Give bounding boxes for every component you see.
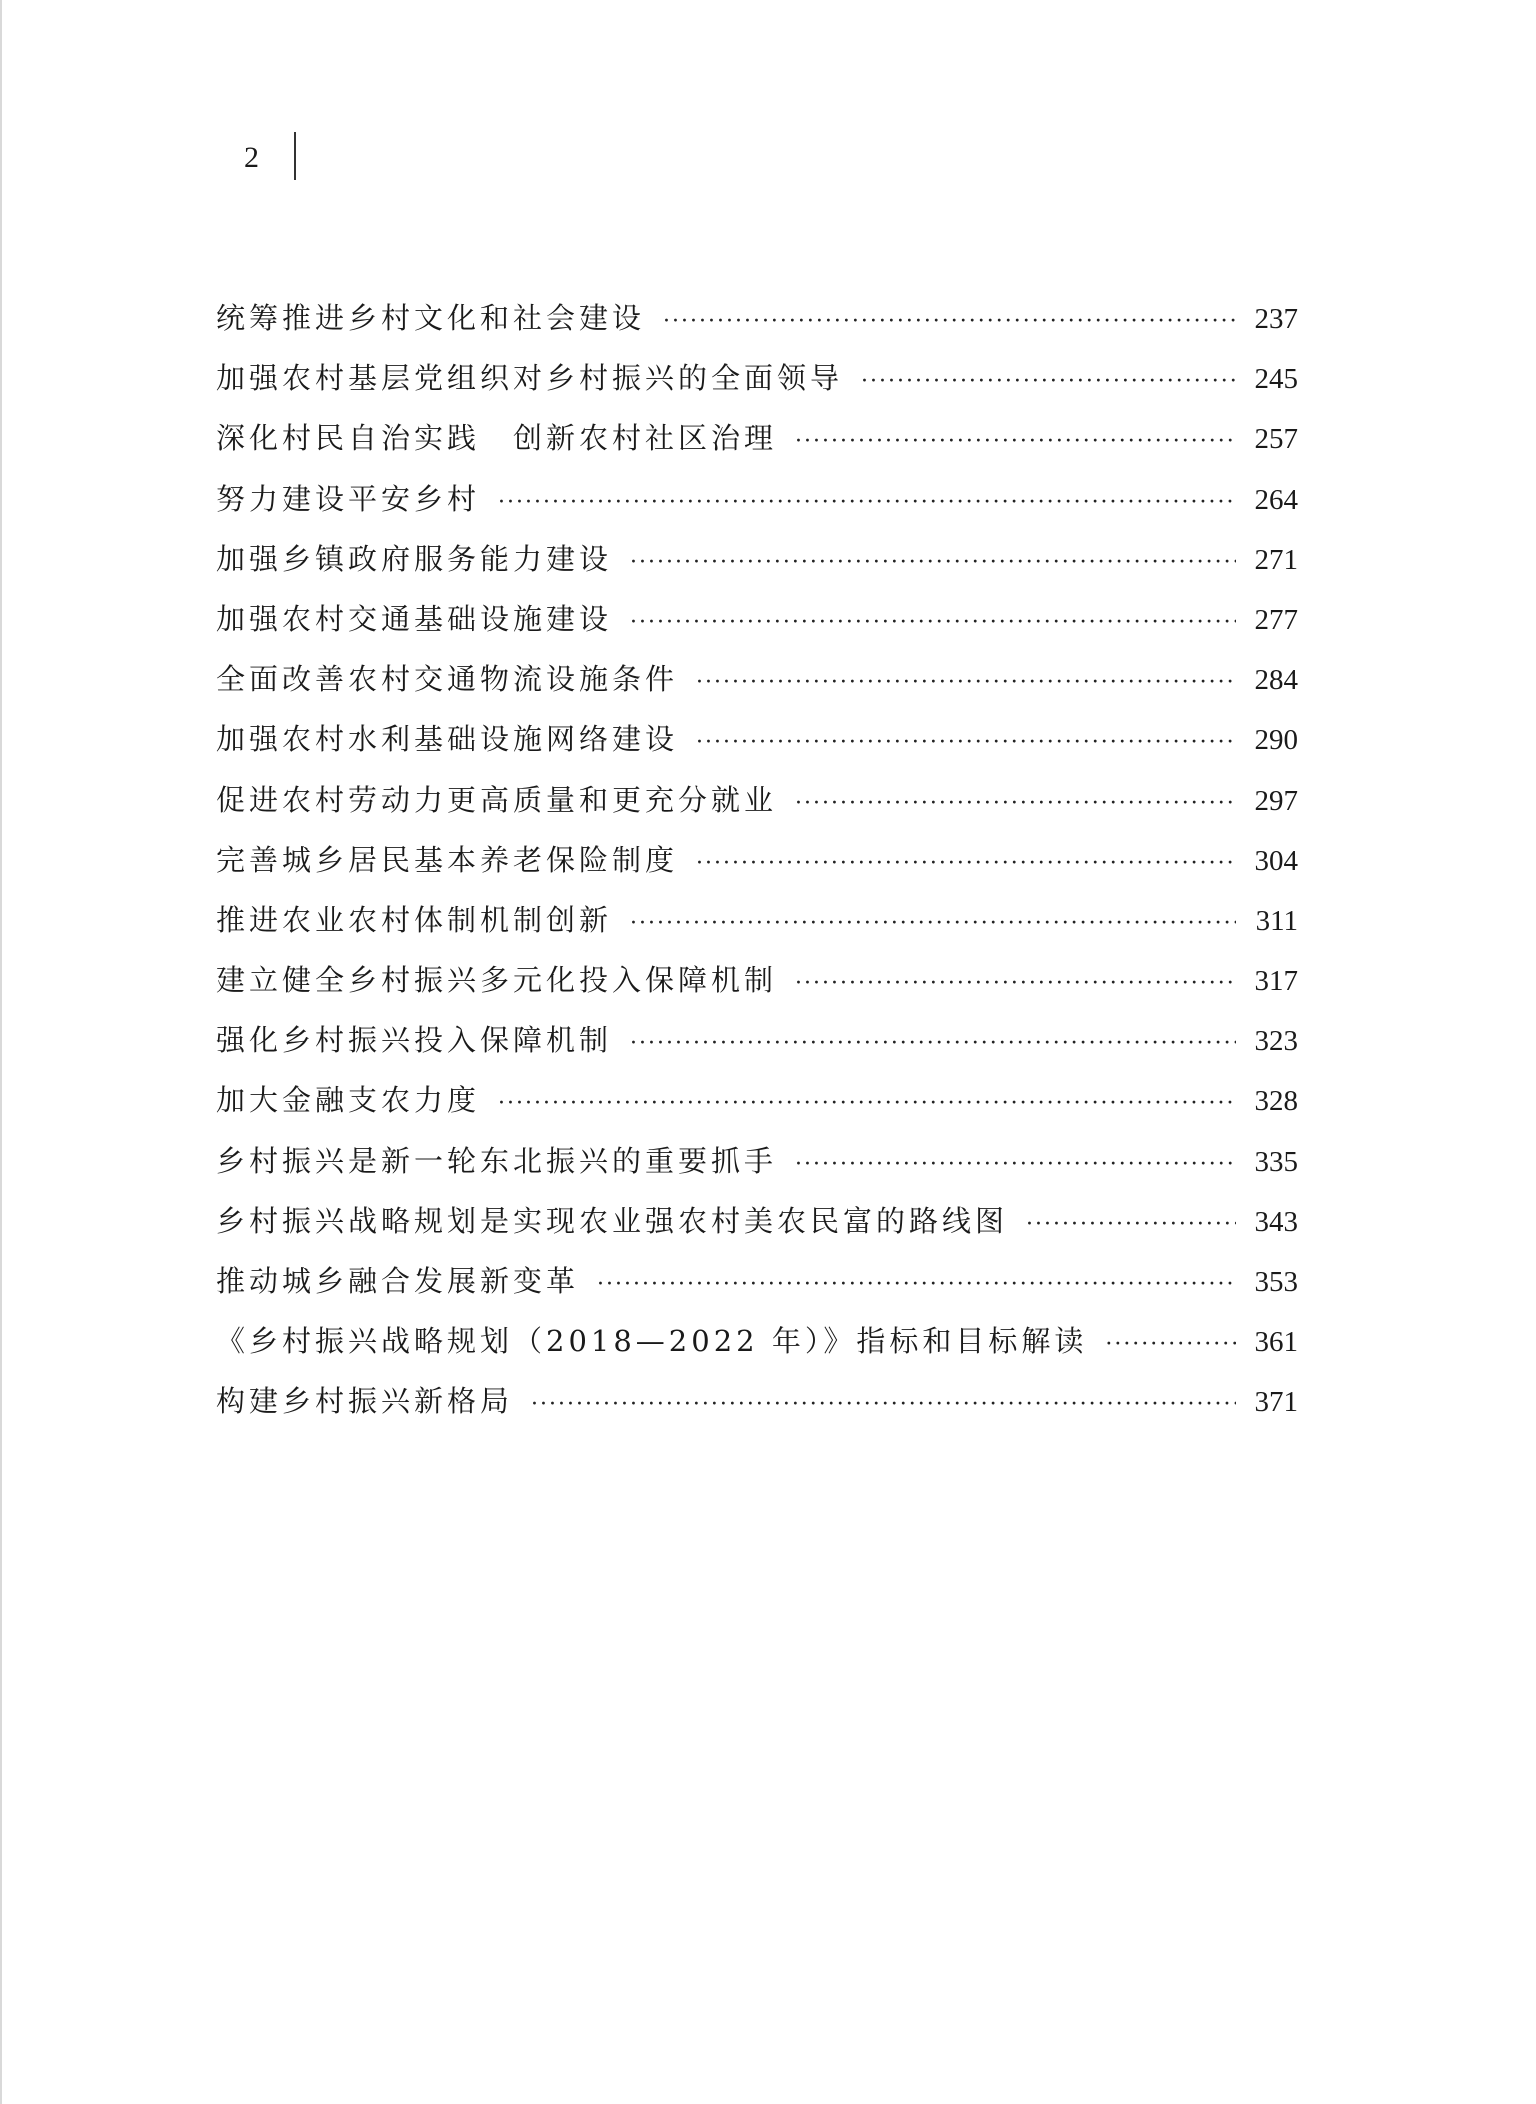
- toc-entry[interactable]: [216, 774, 1298, 834]
- toc-dot-leader: [795, 416, 1236, 468]
- toc-entry-page: 371: [1254, 1386, 1298, 1419]
- toc-dot-leader: [630, 597, 1236, 649]
- toc-entry-page: 353: [1254, 1266, 1298, 1298]
- toc-entry[interactable]: [216, 292, 1298, 352]
- page-edge: [0, 0, 2, 2104]
- toc-entry-page: 343: [1254, 1205, 1298, 1238]
- toc-entry[interactable]: [216, 713, 1298, 773]
- toc-entry-title: 促进农村劳动力更高质量和更充分就业: [216, 782, 778, 817]
- toc-entry-page: 284: [1254, 664, 1298, 697]
- toc-entry-title: 强化乡村振兴投入保障机制: [216, 1023, 613, 1058]
- toc-entry[interactable]: [216, 1135, 1298, 1195]
- toc-entry-page: 277: [1254, 603, 1298, 636]
- toc-entry[interactable]: [216, 593, 1298, 653]
- toc-dot-leader: [696, 838, 1236, 890]
- toc-dot-leader: [861, 356, 1236, 408]
- toc-dot-leader: [630, 1018, 1236, 1070]
- toc-dot-leader: [630, 898, 1236, 950]
- toc-entry-page: 323: [1254, 1025, 1298, 1058]
- toc-dot-leader: [795, 958, 1236, 1010]
- toc-dot-leader: [531, 1379, 1236, 1431]
- toc-entry[interactable]: [216, 412, 1298, 472]
- toc-entry-title: 加强农村交通基础设施建设: [216, 601, 613, 636]
- toc-entry-page: 290: [1254, 724, 1298, 757]
- toc-entry[interactable]: [216, 352, 1298, 412]
- toc-entry-title: 推动城乡融合发展新变革: [216, 1264, 580, 1298]
- toc-dot-leader: [1105, 1319, 1236, 1371]
- toc-entry[interactable]: [216, 1074, 1298, 1134]
- table-of-contents: [216, 292, 1298, 1436]
- toc-dot-leader: [498, 477, 1236, 529]
- toc-entry-title: 加强乡镇政府服务能力建设: [216, 541, 613, 576]
- toc-entry[interactable]: [216, 533, 1298, 593]
- toc-entry-title: 加强农村基层党组织对乡村振兴的全面领导: [216, 361, 844, 396]
- toc-entry[interactable]: [216, 1375, 1298, 1435]
- toc-entry-title: 全面改善农村交通物流设施条件: [216, 662, 679, 697]
- toc-entry[interactable]: [216, 1014, 1298, 1074]
- toc-entry-title: 加强农村水利基础设施网络建设: [216, 722, 679, 757]
- page-number: 2: [244, 141, 259, 174]
- toc-dot-leader: [498, 1078, 1236, 1130]
- toc-dot-leader: [663, 296, 1236, 348]
- toc-entry-title: 构建乡村振兴新格局: [216, 1384, 514, 1419]
- toc-entry-title: 统筹推进乡村文化和社会建设: [216, 301, 646, 335]
- toc-entry[interactable]: [216, 894, 1298, 954]
- toc-entry-title: 《乡村振兴战略规划（2018—2022 年）》指标和目标解读: [216, 1324, 1088, 1359]
- toc-entry-page: 237: [1254, 303, 1298, 335]
- toc-entry[interactable]: [216, 1315, 1298, 1375]
- toc-dot-leader: [795, 778, 1236, 830]
- toc-entry-title: 乡村振兴战略规划是实现农业强农村美农民富的路线图: [216, 1203, 1009, 1238]
- toc-entry-title: 加大金融支农力度: [216, 1083, 481, 1118]
- toc-entry-page: 297: [1254, 784, 1298, 817]
- toc-entry[interactable]: [216, 1255, 1298, 1315]
- toc-dot-leader: [630, 537, 1236, 589]
- toc-entry[interactable]: [216, 653, 1298, 713]
- toc-dot-leader: [597, 1259, 1236, 1311]
- toc-entry-title: 建立健全乡村振兴多元化投入保障机制: [216, 963, 778, 998]
- header-rule: [294, 132, 296, 180]
- toc-entry-page: 271: [1254, 543, 1298, 576]
- toc-dot-leader: [795, 1139, 1236, 1191]
- toc-entry-page: 317: [1254, 965, 1298, 998]
- toc-entry-title: 深化村民自治实践 创新农村社区治理: [216, 421, 778, 456]
- toc-entry-page: 304: [1254, 844, 1298, 877]
- toc-dot-leader: [696, 717, 1236, 769]
- toc-dot-leader: [696, 657, 1236, 709]
- toc-entry-page: 361: [1254, 1326, 1298, 1359]
- toc-entry-page: 245: [1254, 363, 1298, 396]
- toc-entry-page: 335: [1254, 1145, 1298, 1178]
- toc-entry[interactable]: [216, 1195, 1298, 1255]
- toc-entry-title: 乡村振兴是新一轮东北振兴的重要抓手: [216, 1143, 778, 1178]
- toc-entry[interactable]: [216, 834, 1298, 894]
- toc-entry[interactable]: [216, 473, 1298, 533]
- toc-entry-page: 257: [1254, 423, 1298, 456]
- toc-entry[interactable]: [216, 954, 1298, 1014]
- toc-entry-title: 推进农业农村体制机制创新: [216, 902, 613, 937]
- toc-entry-page: 311: [1255, 904, 1298, 937]
- toc-dot-leader: [1026, 1199, 1236, 1251]
- toc-entry-title: 完善城乡居民基本养老保险制度: [216, 842, 679, 877]
- toc-entry-page: 328: [1254, 1085, 1298, 1118]
- toc-entry-title: 努力建设平安乡村: [216, 481, 481, 516]
- toc-entry-page: 264: [1254, 483, 1298, 516]
